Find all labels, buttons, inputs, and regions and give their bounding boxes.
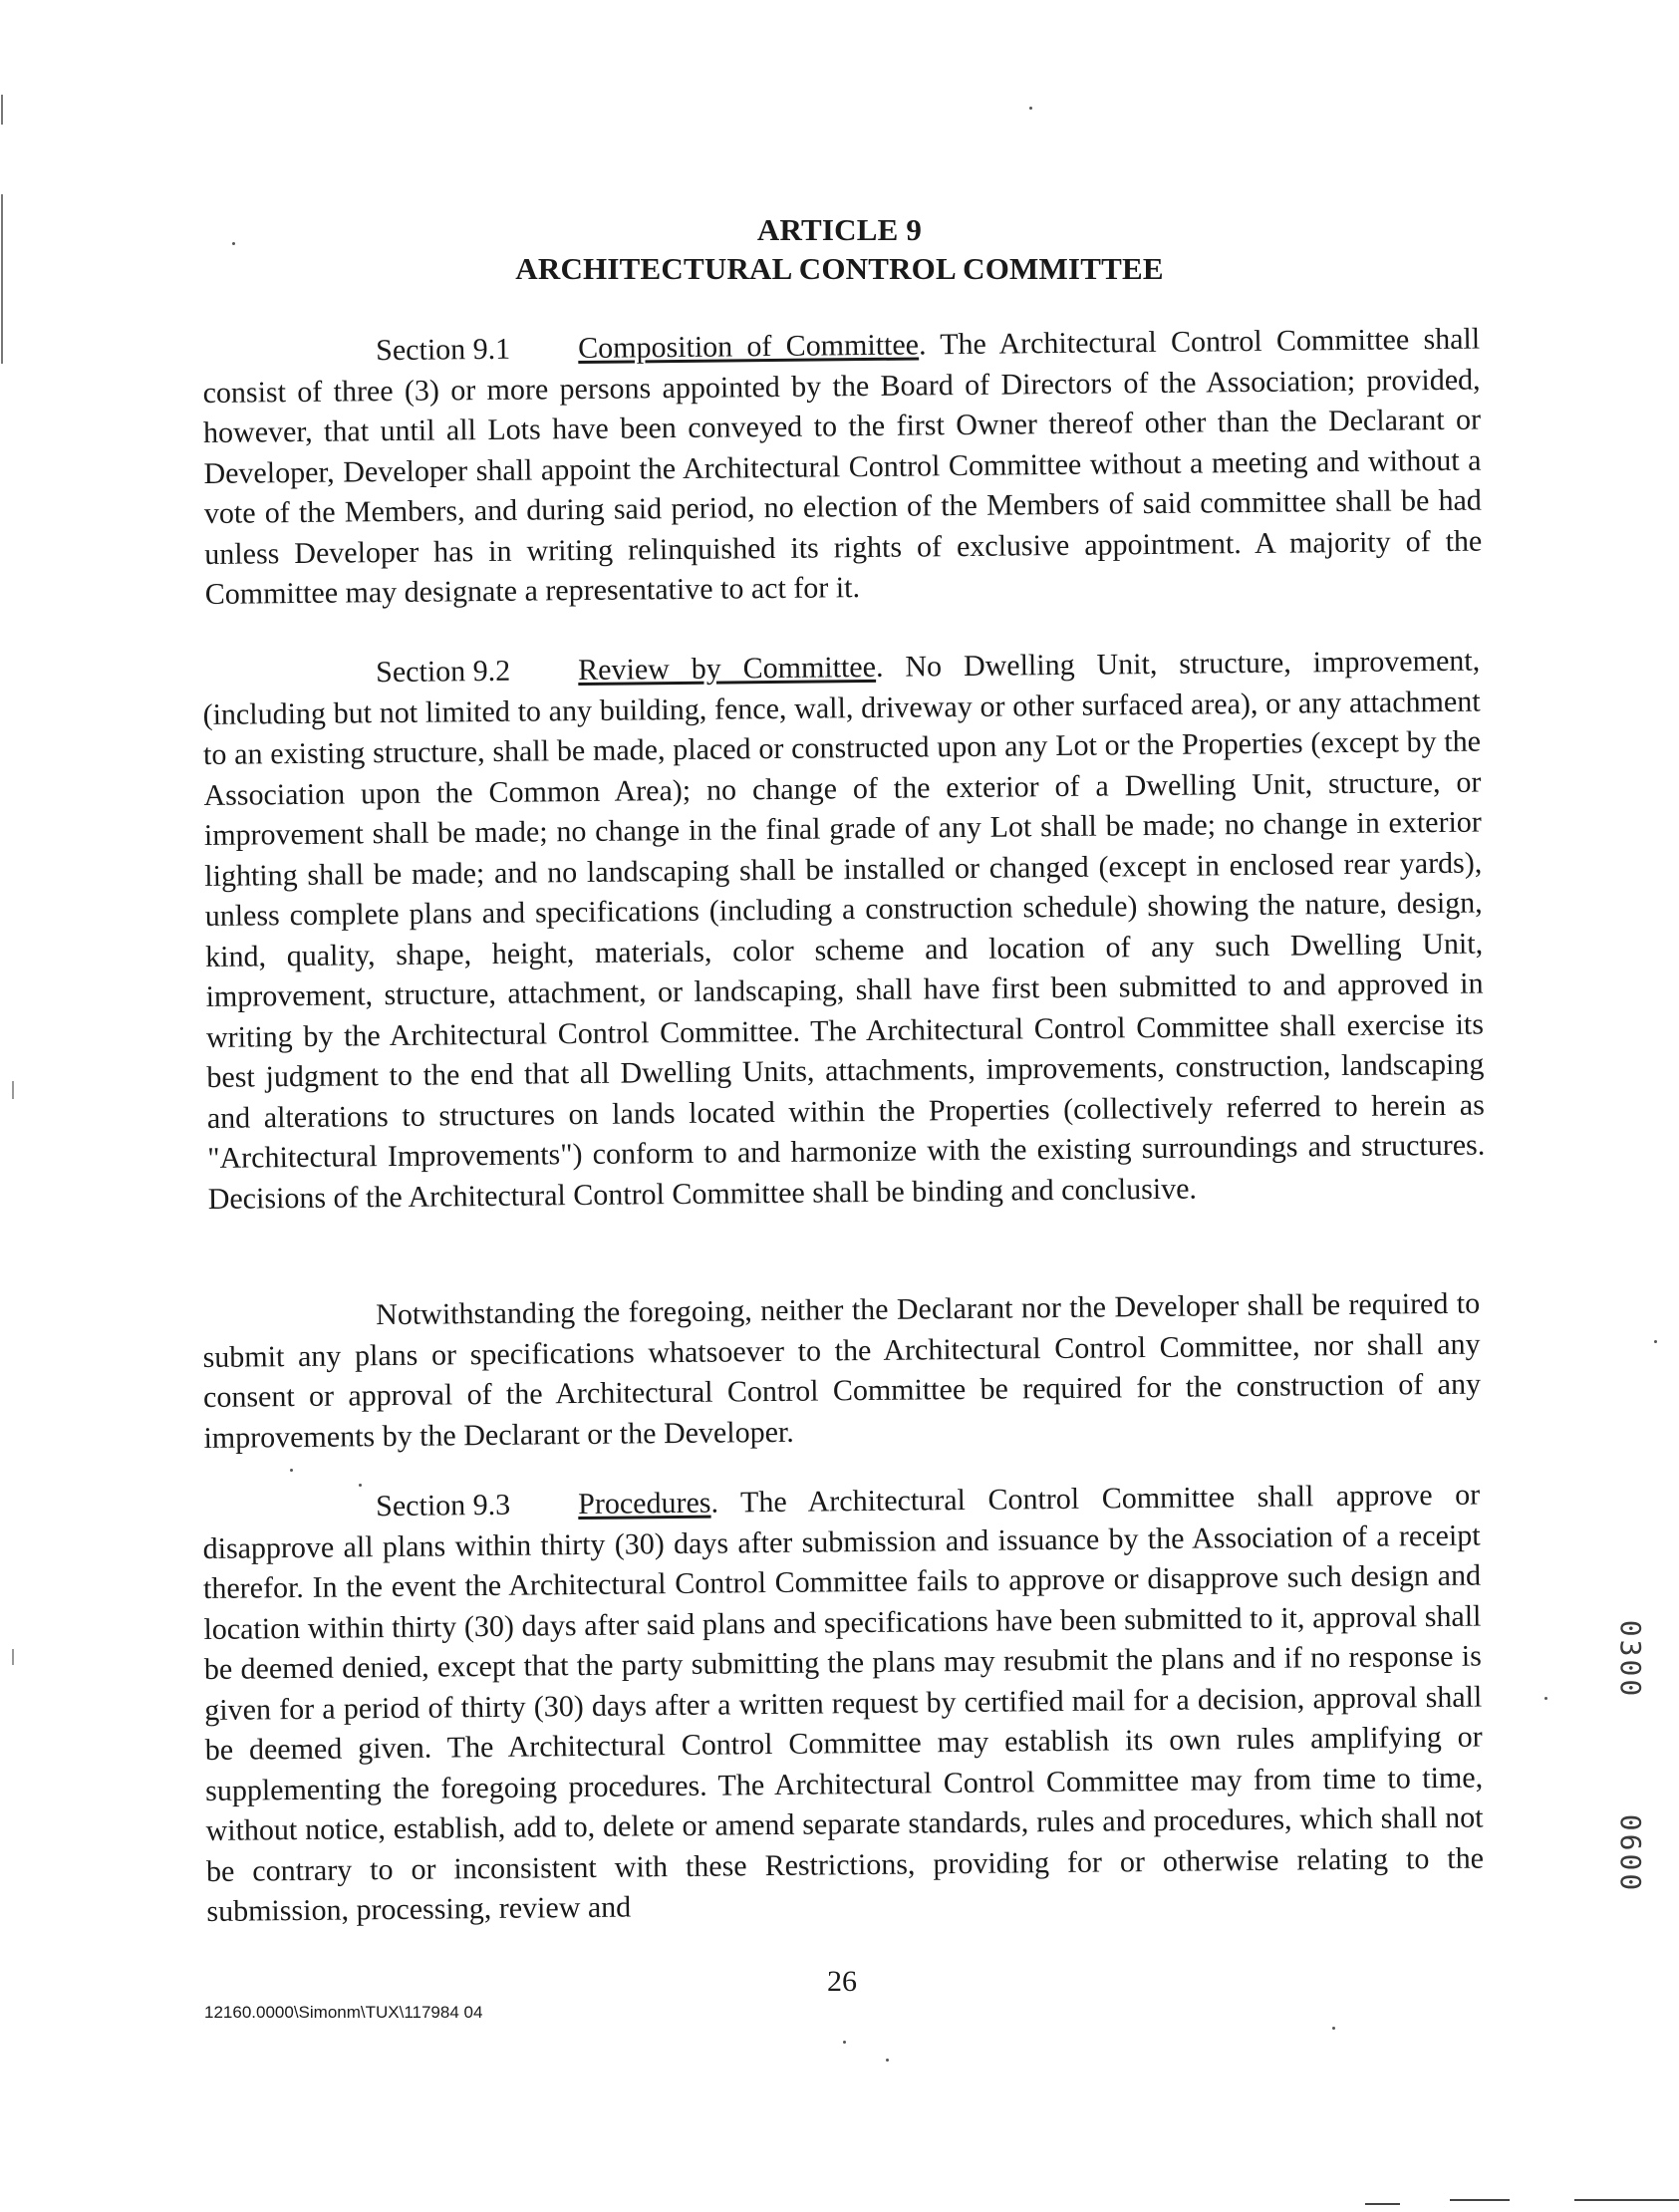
recording-stamp-lower: 0600 [1614, 1813, 1648, 1893]
article-number: ARTICLE 9 [756, 212, 923, 247]
section-text: . No Dwelling Unit, structure, improvement, (including but not limited to any building, fence, wall, driveway or other surfaced area), or any attachment to an existing structure, shall be made, placed or constructed upon any Lot or the Properties (except by the Association upon the Common Area); no change of the exterior of a Dwelling Unit, structure, or improvement shall be made; no change in the final grade of any Lot shall be made; no change in exterior lighting shall be made; and no landscaping shall be installed or changed (except in enclosed rear yards), unless complete plans and specifications (including a construction schedule) showing the nature, design, kind, quality, shape, height, materials, color scheme and location of any such Dwelling Unit, improvement, structure, attachment, or landscaping, shall have first been submitted to and approved in writing by the Architectural Control Committee. The Architectural Control Committee shall exercise its best judgment to the end that all Dwelling Units, attachments, improvements, construction, landscaping and alterations to structures on lands located within the Properties (collectively referred to herein as "Architectural Improvements") conform to and harmonize with the existing surroundings and structures. Decisions of the Architectural Control Committee shall be binding and conclusive. [202, 644, 1486, 1216]
article-title: ARCHITECTURAL CONTROL COMMITTEE [515, 251, 1164, 286]
paragraph-text: Notwithstanding the foregoing, neither the Declarant nor the Developer shall be required to submit any plans or specifications whatsoever to the Architectural Control Committee, nor shall any consent or approval of the Architectural Control Committee be required for the construction of any improvements by the Declarant or the Developer. [202, 1286, 1482, 1455]
section-9-2-paragraph [202, 642, 1486, 1220]
scan-mark [1574, 2199, 1679, 2201]
scan-speck [1332, 2027, 1335, 2030]
section-label: Section 9.3 [376, 1488, 511, 1523]
notwithstanding-paragraph [202, 1284, 1482, 1459]
section-text: . The Architectural Control Committee shall approve or disapprove all plans within thirty (30) days after submission and issuance by the Association of a receipt therefor. In the event the Architectural Control Committee fails to approve or disapprove such design and location within thirty (30) days after said plans and specifications have been submitted to it, approval shall be deemed denied, except that the party submitting the plans may resubmit the plans and if no response is given for a period of thirty (30) days after a written request by certified mail for a decision, approval shall be deemed given. The Architectural Control Committee may establish its own rules amplifying or supplementing the foregoing procedures. The Architectural Control Committee may from time to time, without notice, establish, add to, delete or amend separate standards, rules and procedures, which shall not be contrary to or inconsistent with these Restrictions, providing for or otherwise relating to the submission, processing, review and [202, 1478, 1485, 1928]
section-label: Section 9.1 [376, 332, 511, 368]
section-heading: Review by Committee [578, 650, 877, 688]
scan-speck [1029, 107, 1032, 110]
section-heading: Procedures [578, 1486, 711, 1521]
section-label: Section 9.2 [376, 654, 511, 690]
scan-speck [886, 2059, 889, 2062]
document-id: 12160.0000\Simonm\TUX\117984 04 [204, 2003, 483, 2022]
scan-speck [232, 242, 235, 245]
scan-speck [1654, 1340, 1657, 1343]
section-9-3-paragraph [202, 1476, 1485, 1933]
page-number: 26 [827, 1965, 857, 1998]
scan-mark [1450, 2199, 1510, 2201]
scan-mark [1365, 2203, 1400, 2205]
scan-mark [12, 1649, 14, 1665]
scan-mark [1, 194, 3, 364]
recording-stamp-upper: 0300 [1614, 1619, 1648, 1699]
scan-mark [1, 95, 3, 125]
scan-speck [843, 2041, 846, 2044]
scan-speck [290, 1469, 293, 1472]
scan-speck [359, 1484, 362, 1487]
scan-speck [1544, 1697, 1547, 1700]
scan-mark [12, 1081, 14, 1099]
section-heading: Composition of Committee [578, 328, 920, 366]
section-text: . The Architectural Control Committee shall consist of three (3) or more persons appointed by the Board of Directors of the Association; provided, however, that until all Lots have been conveyed to the first Owner thereof other than the Declarant or Developer, Developer shall appoint the Architectural Control Committee without a meeting and without a vote of the Members, and during said period, no election of the Members of said committee shall be had unless Developer has in writing relinquished its rights of exclusive appointment. A majority of the Committee may designate a representative to act for it. [202, 322, 1483, 611]
section-9-1-paragraph [202, 320, 1483, 616]
